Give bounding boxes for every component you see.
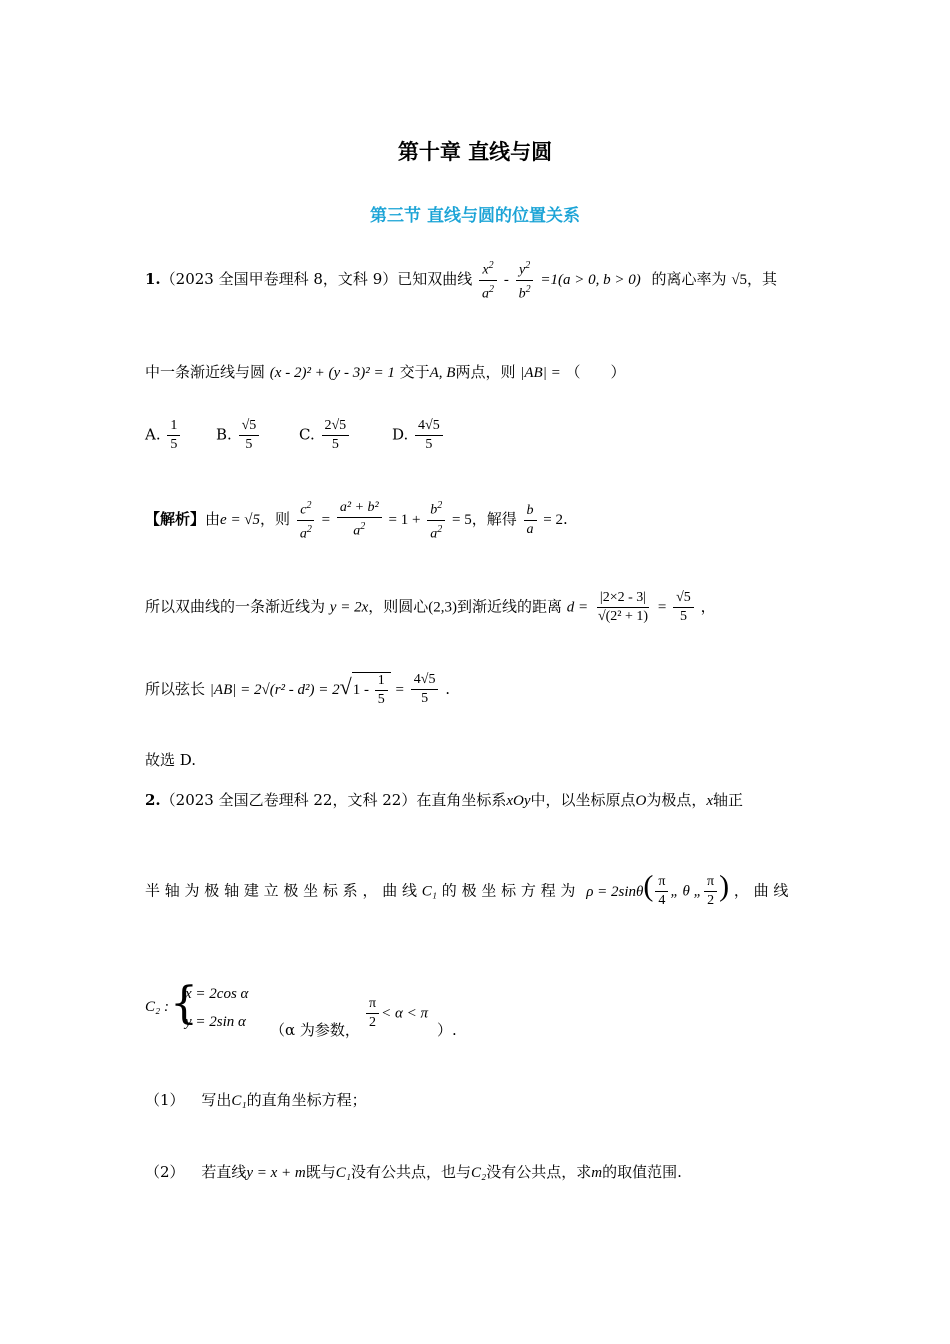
- q2-c2-param: （α 为参数，: [270, 1021, 360, 1039]
- sol-chord: |AB| = 2√(r² - d²) = 2: [209, 681, 340, 698]
- q2-theta-range: „ θ „: [670, 883, 703, 900]
- q2-line1: [145, 790, 743, 811]
- q2-c2: C₂ :: [145, 999, 169, 1015]
- option-label: B.: [216, 425, 232, 444]
- q1-conclusion: 故选 D.: [145, 751, 197, 769]
- q2-part1-a: 写出: [201, 1091, 232, 1109]
- option-den: 5: [425, 437, 433, 452]
- q2-number: 2.: [145, 791, 161, 809]
- q1-option-b: [216, 418, 261, 453]
- q2-part2: [145, 1162, 682, 1183]
- q2-part2-a: 若直线: [201, 1163, 247, 1181]
- sol-inner-den: 5: [377, 692, 385, 707]
- q2-part2-b: 既与: [305, 1163, 336, 1181]
- solution-tag: 【解析】: [145, 510, 206, 529]
- q1-h-minus: -: [503, 272, 509, 289]
- q2-xoy: xOy: [506, 793, 531, 809]
- option-label: D.: [392, 425, 409, 444]
- q2-line2-a: 半 轴 为 极 轴 建 立 极 坐 标 系 ， 曲 线: [145, 881, 417, 900]
- sol-c: c: [300, 502, 307, 518]
- sol-l3-eq: =: [395, 681, 404, 698]
- q2-pi-2: π: [704, 874, 717, 892]
- q2-part2-e: 的取值范围.: [602, 1163, 682, 1181]
- sol-asymptote: y = 2x: [329, 599, 369, 616]
- option-label: A.: [145, 425, 161, 444]
- q1-number: 1.: [145, 270, 161, 289]
- q1-hx-num: x: [482, 262, 489, 278]
- option-den: 5: [245, 437, 253, 452]
- q2-part2-c2: C₂: [471, 1165, 487, 1181]
- q1-paren: （ ）: [565, 363, 626, 381]
- q1-hx-den: a: [482, 286, 490, 302]
- q2-part1: [145, 1090, 367, 1111]
- q2-line1-c: 为极点，: [646, 791, 707, 809]
- sol-l1-end: .: [563, 510, 568, 529]
- sol-ab-num: a² + b²: [337, 500, 382, 518]
- option-label: C.: [299, 425, 315, 444]
- sol-l1-e: e = √5: [220, 512, 261, 529]
- sol-l1-d: ，解得: [471, 510, 517, 529]
- q2-part2-d: 没有公共点，求: [486, 1163, 592, 1181]
- q1-hy-den: b: [518, 286, 526, 302]
- chapter-title: 第十章 直线与圆: [397, 139, 553, 164]
- q2-pi: π: [655, 874, 668, 892]
- q2-part1-num: （1）: [145, 1091, 185, 1109]
- sol-d: d =: [566, 599, 589, 616]
- q2-line1-b: 中，以坐标原点: [530, 791, 636, 809]
- q2-rho-eq: ρ = 2sinθ: [586, 883, 644, 900]
- q2-part2-m: m: [591, 1165, 603, 1181]
- sol-sqrt-in: 1 -: [352, 681, 369, 698]
- q2-part1-c1: C₁: [231, 1093, 247, 1109]
- q1-hy-num: y: [518, 262, 526, 278]
- sol-d-num: |2×2 - 3|: [597, 590, 649, 608]
- sol-five: = 5: [451, 512, 472, 529]
- q1-line1: [145, 258, 777, 302]
- sol-one-plus: = 1 +: [388, 512, 421, 529]
- q1-ecc-value: √5: [731, 272, 748, 289]
- q2-alpha-two: 2: [369, 1015, 377, 1030]
- q1-hyperbola-x-frac: $\frac{x^2}{a^2}$: [479, 258, 497, 302]
- q2-line2-b: 的 极 坐 标 方 程 为: [441, 881, 576, 900]
- q2-line1-a: （2023 全国乙卷理科 22，文科 22）在直角坐标系: [160, 791, 507, 809]
- sol-a: a: [299, 526, 307, 542]
- q1-comma-qi: ，其: [747, 270, 778, 289]
- q2-c2-label: [145, 996, 169, 1017]
- sol-l2-b: ，则圆心: [368, 597, 429, 616]
- sol-d-res-num: √5: [673, 590, 694, 608]
- q1-line2-mid: 交于: [399, 363, 430, 381]
- q1-line2: [145, 362, 626, 383]
- sol-l3-res-num: 4√5: [411, 672, 439, 690]
- sol-d-den: √(2² + 1): [597, 609, 649, 624]
- q1-circle-eq: (x - 2)² + (y - 3)² = 1: [269, 365, 395, 381]
- q2-alpha-pi: π: [366, 996, 379, 1014]
- q1-points: A, B: [429, 365, 456, 381]
- sol-l3-res-den: 5: [421, 691, 429, 707]
- q1-solution-line2: 所以双曲线的一条渐近线为 y = 2x，则圆心(2,3)到渐近线的距离 d = $\frac{|2\times 2 - 3|}{\text{√(2² + 1)}}$ = $\frac{√5}{5}$ ，: [145, 590, 716, 624]
- q2-alpha-range-line: [364, 996, 428, 1031]
- sol-center: (2,3): [428, 599, 457, 616]
- sol-ba-den: a: [526, 521, 534, 537]
- q2-line2: 半 轴 为 极 轴 建 立 极 坐 标 系 ， 曲 线 C₁ 的 极 坐 标 方 程 为 ρ = 2sinθ( $\frac{\pi}{4}$ „ θ „ $\frac{\pi}{2}$ ) ， 曲 线: [145, 869, 789, 908]
- q2-c2-end: ）.: [437, 1021, 457, 1039]
- q2-c2-param-line: [270, 1020, 360, 1040]
- sol-a-den: a: [353, 523, 361, 539]
- sol-l2-end: ，: [700, 597, 716, 616]
- sol-a-den2: a: [430, 526, 438, 542]
- q2-part1-b: 的直角坐标方程；: [246, 1091, 367, 1109]
- sol-ba-num: b: [524, 503, 537, 521]
- sol-two: = 2: [543, 512, 563, 529]
- q2-line2-c: ， 曲 线: [733, 881, 789, 900]
- q2-origin: O: [635, 793, 647, 809]
- sol-inner-num: 1: [375, 673, 388, 691]
- sol-d-res-den: 5: [679, 609, 687, 624]
- q2-line1-d: 轴正: [713, 791, 744, 809]
- q2-part2-num: （2）: [145, 1163, 185, 1181]
- q2-c2-x: x = 2cos α: [185, 986, 249, 1002]
- q1-solution-line3: 所以弦长 |AB| = 2√(r² - d²) = 2√1 - $\frac{1}{5}$ = $\frac{4√5}{5}$ .: [145, 672, 451, 707]
- sol-eq: =: [321, 512, 331, 529]
- sol-l3-end: .: [445, 679, 451, 698]
- sol-l3-a: 所以弦长: [145, 679, 206, 698]
- q1-ab: |AB| =: [520, 365, 561, 381]
- q1-h-rest: =1(a > 0, b > 0): [540, 272, 641, 289]
- q1-hyperbola-y-frac: $\frac{y^2}{b^2}$: [516, 258, 534, 302]
- q1-option-c: [299, 418, 351, 453]
- q2-c1: C₁: [421, 883, 438, 900]
- q1-solution-line1: 【解析】由e = √5，则 $\frac{c^2}{a^2}$ = $\frac{\text{a² + b²}}{a^2}$ = 1 + $\frac{b^2}{a^2}$ = 5，解得 $\frac{b}{a}$ = 2.: [145, 500, 568, 542]
- q1-source: （2023 全国甲卷理科 8，文科 9）已知双曲线: [160, 270, 473, 289]
- sol-b: b: [430, 502, 438, 518]
- q1-ecc-text: 的离心率为: [651, 270, 727, 289]
- option-num: √5: [239, 418, 260, 436]
- q1-option-a: [145, 418, 182, 453]
- q2-two: 2: [707, 893, 715, 908]
- option-num: 2√5: [322, 418, 350, 436]
- q2-four: 4: [658, 893, 666, 908]
- option-den: 5: [170, 437, 178, 452]
- q2-part2-c: 没有公共点，也与: [351, 1163, 472, 1181]
- sol-l2-a: 所以双曲线的一条渐近线为: [145, 597, 326, 616]
- section-title: 第三节 直线与圆的位置关系: [370, 206, 580, 226]
- option-num: 4√5: [415, 418, 443, 436]
- sol-l1-b: ，则: [260, 510, 291, 529]
- option-den: 5: [331, 437, 339, 452]
- q2-part2-line: y = x + m: [246, 1165, 306, 1181]
- q2-alpha-range: < α < π: [381, 1005, 428, 1022]
- q2-x-axis: x: [706, 793, 714, 809]
- q1-line2-mid2: 两点，则: [455, 363, 516, 381]
- sol-l1-a: 由: [205, 510, 221, 529]
- q2-c2-y: y = 2sin α: [185, 1014, 246, 1030]
- q1-option-d: [392, 418, 445, 453]
- q2-part2-c1: C₁: [335, 1165, 351, 1181]
- sol-l2-c: 到渐近线的距离: [457, 597, 563, 616]
- q1-line2-prefix: 中一条渐近线与圆: [145, 363, 266, 381]
- option-num: 1: [167, 418, 180, 436]
- q2-brace: {: [170, 978, 198, 1029]
